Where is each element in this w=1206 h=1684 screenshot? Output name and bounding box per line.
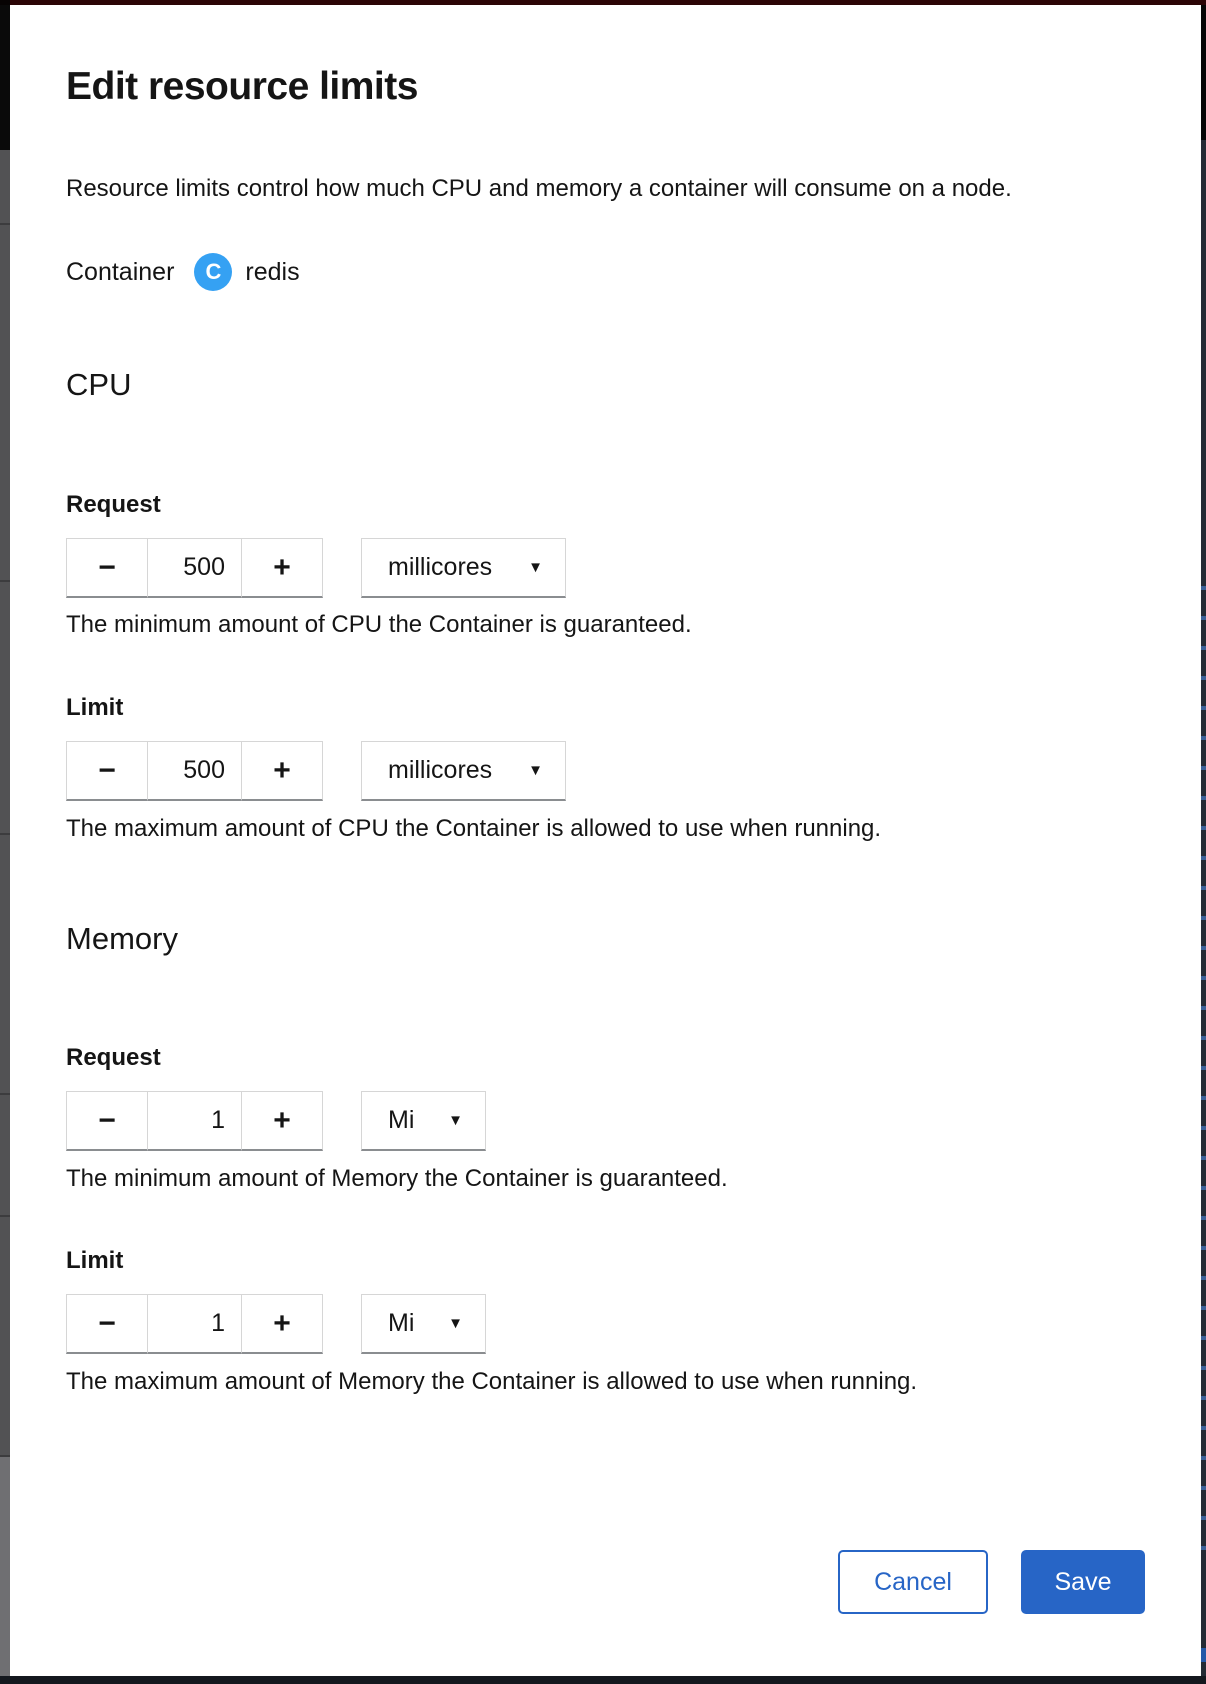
memory-limit-increment-button[interactable] <box>241 1294 323 1354</box>
memory-request-controls <box>66 1091 486 1151</box>
plus-icon: + <box>273 1306 291 1340</box>
plus-icon: + <box>273 550 291 584</box>
memory-request-number-input <box>66 1091 323 1151</box>
memory-limit-helper-text: The maximum amount of Memory the Container is allowed to use when running. <box>66 1368 918 1395</box>
memory-request-value-input[interactable] <box>147 1091 242 1151</box>
memory-request-unit-value: Mi <box>388 1106 415 1134</box>
edit-resource-limits-modal <box>10 5 1201 1676</box>
container-label: Container <box>66 257 175 286</box>
caret-down-icon: ▼ <box>528 762 543 779</box>
memory-request-increment-button[interactable] <box>241 1091 323 1151</box>
cpu-limit-label: Limit <box>66 694 124 721</box>
modal-description: Resource limits control how much CPU and memory a container will consume on a node. <box>66 175 1012 202</box>
dimmed-page-left-edge <box>0 5 10 1676</box>
cpu-request-decrement-button[interactable] <box>66 538 148 598</box>
cpu-limit-value-input[interactable] <box>147 741 242 801</box>
dimmed-nav-edge <box>1201 5 1206 140</box>
memory-limit-number-input <box>66 1294 323 1354</box>
dimmed-row-divider <box>0 223 10 225</box>
memory-request-unit-dropdown[interactable] <box>361 1091 486 1151</box>
cpu-request-helper-text: The minimum amount of CPU the Container is guaranteed. <box>66 611 692 638</box>
cpu-limit-decrement-button[interactable] <box>66 741 148 801</box>
cpu-limit-unit-value: millicores <box>388 756 493 784</box>
cpu-request-number-input <box>66 538 323 598</box>
section-heading-memory: Memory <box>66 921 178 956</box>
memory-limit-value-input[interactable] <box>147 1294 242 1354</box>
modal-title: Edit resource limits <box>66 65 418 108</box>
container-row <box>66 253 300 291</box>
minus-icon: − <box>98 753 116 787</box>
cpu-limit-increment-button[interactable] <box>241 741 323 801</box>
dimmed-row-divider <box>0 833 10 835</box>
memory-limit-label: Limit <box>66 1247 124 1274</box>
memory-request-label: Request <box>66 1044 161 1071</box>
cancel-button[interactable]: Cancel <box>838 1550 988 1614</box>
plus-icon: + <box>273 753 291 787</box>
cpu-limit-unit-dropdown[interactable] <box>361 741 566 801</box>
cpu-request-unit-value: millicores <box>388 553 493 581</box>
cpu-request-controls <box>66 538 566 598</box>
memory-limit-decrement-button[interactable] <box>66 1294 148 1354</box>
dimmed-row-divider <box>0 580 10 582</box>
memory-request-helper-text: The minimum amount of Memory the Container is guaranteed. <box>66 1165 728 1192</box>
cpu-limit-number-input <box>66 741 323 801</box>
dimmed-yaml-edge <box>1201 560 1206 1565</box>
modal-actions <box>10 1550 1145 1614</box>
cpu-request-value-input[interactable] <box>147 538 242 598</box>
minus-icon: − <box>98 550 116 584</box>
cpu-limit-helper-text: The maximum amount of CPU the Container is allowed to use when running. <box>66 815 882 842</box>
memory-limit-unit-dropdown[interactable] <box>361 1294 486 1354</box>
minus-icon: − <box>98 1306 116 1340</box>
memory-limit-controls <box>66 1294 486 1354</box>
dimmed-page-bottom-edge <box>0 1676 1206 1684</box>
caret-down-icon: ▼ <box>528 559 543 576</box>
dimmed-row-divider <box>0 1215 10 1217</box>
dimmed-nav-edge <box>0 5 10 150</box>
section-heading-cpu: CPU <box>66 367 132 402</box>
cpu-request-unit-dropdown[interactable] <box>361 538 566 598</box>
caret-down-icon: ▼ <box>448 1315 463 1332</box>
dimmed-page-right-edge <box>1201 5 1206 1676</box>
minus-icon: − <box>98 1103 116 1137</box>
cpu-request-label: Request <box>66 491 161 518</box>
cpu-request-increment-button[interactable] <box>241 538 323 598</box>
caret-down-icon: ▼ <box>448 1112 463 1129</box>
container-name: redis <box>245 257 300 286</box>
memory-limit-unit-value: Mi <box>388 1309 415 1337</box>
container-resource-icon: C <box>194 253 232 291</box>
memory-request-decrement-button[interactable] <box>66 1091 148 1151</box>
save-button[interactable]: Save <box>1021 1550 1145 1614</box>
dimmed-row-divider <box>0 1093 10 1095</box>
cpu-limit-controls <box>66 741 566 801</box>
plus-icon: + <box>273 1103 291 1137</box>
dimmed-page-footer-edge <box>0 1457 10 1676</box>
